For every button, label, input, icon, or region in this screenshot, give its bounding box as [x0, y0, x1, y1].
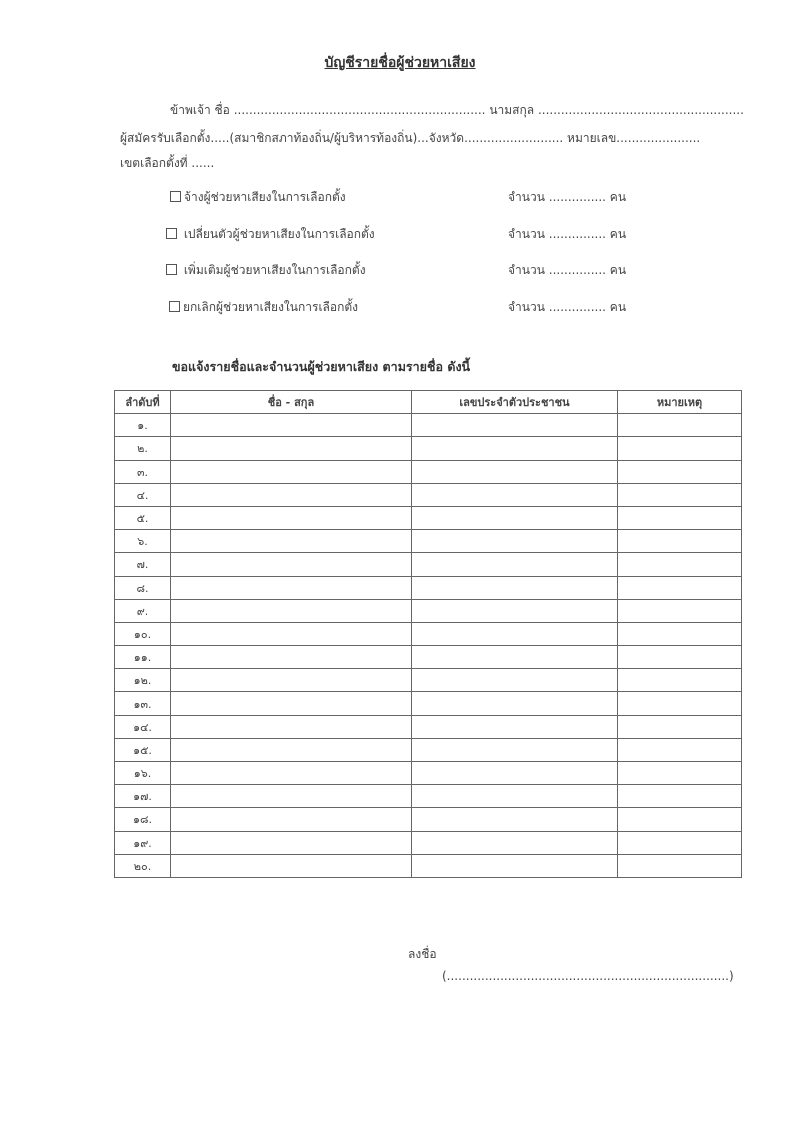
id-number-cell[interactable] [412, 553, 618, 576]
table-row [115, 437, 742, 460]
signature-label: ลงชื่อ [408, 947, 437, 961]
row-number: ๑. [115, 414, 171, 437]
remarks-cell[interactable] [618, 483, 742, 506]
table-header-row [115, 391, 742, 414]
name-cell[interactable] [171, 553, 412, 576]
option-replace-quantity: จำนวน ............... คน [508, 227, 627, 241]
name-cell[interactable] [171, 738, 412, 761]
id-number-cell[interactable] [412, 622, 618, 645]
id-number-cell[interactable] [412, 715, 618, 738]
id-number-cell[interactable] [412, 831, 618, 854]
applicant-name-line [170, 101, 744, 120]
id-number-cell[interactable] [412, 437, 618, 460]
name-cell[interactable] [171, 530, 412, 553]
table-row [115, 646, 742, 669]
remarks-cell[interactable] [618, 437, 742, 460]
row-number: ๑๕. [115, 738, 171, 761]
table-row [115, 506, 742, 529]
table-row [115, 808, 742, 831]
table-row [115, 622, 742, 645]
remarks-cell[interactable] [618, 854, 742, 877]
list-subheading: ขอแจ้งรายชื่อและจำนวนผู้ช่วยหาเสียง ตามรายชื่อ ดังนี้ [172, 359, 471, 374]
constituency-line: เขตเลือกตั้งที่ ...... [120, 156, 215, 170]
remarks-cell[interactable] [618, 738, 742, 761]
table-row [115, 762, 742, 785]
option-label: เปลี่ยนตัวผู้ช่วยหาเสียงในการเลือกตั้ง [183, 227, 375, 241]
col-header-id-number: เลขประจำตัวประชาชน [412, 391, 618, 414]
table-row [115, 831, 742, 854]
option-hire[interactable] [170, 188, 346, 207]
table-row [115, 669, 742, 692]
id-number-cell[interactable] [412, 785, 618, 808]
name-cell[interactable] [171, 576, 412, 599]
row-number: ๘. [115, 576, 171, 599]
option-label: จ้างผู้ช่วยหาเสียงในการเลือกตั้ง [184, 190, 346, 204]
option-cancel-quantity: จำนวน ............... คน [508, 300, 627, 314]
id-number-cell[interactable] [412, 808, 618, 831]
remarks-cell[interactable] [618, 553, 742, 576]
option-label: ยกเลิกผู้ช่วยหาเสียงในการเลือกตั้ง [183, 300, 359, 314]
row-number: ๙. [115, 599, 171, 622]
name-cell[interactable] [171, 762, 412, 785]
name-cell[interactable] [171, 622, 412, 645]
candidate-info-line: ผู้สมัครรับเลือกตั้ง.....(สมาชิกสภาท้องถิ่น/ผู้บริหารท้องถิ่น)...จังหวัด.......................... หมายเลข...................... [120, 131, 701, 145]
table-row [115, 530, 742, 553]
row-number: ๗. [115, 553, 171, 576]
table-row [115, 576, 742, 599]
remarks-cell[interactable] [618, 530, 742, 553]
option-add-quantity: จำนวน ............... คน [508, 263, 627, 277]
table-row [115, 785, 742, 808]
row-number: ๑๒. [115, 669, 171, 692]
option-label: เพิ่มเติมผู้ช่วยหาเสียงในการเลือกตั้ง [183, 263, 366, 277]
option-add[interactable] [166, 261, 366, 280]
option-replace[interactable] [166, 225, 375, 244]
remarks-cell[interactable] [618, 831, 742, 854]
col-header-remarks: หมายเหตุ [618, 391, 742, 414]
table-row [115, 553, 742, 576]
row-number: ๑๑. [115, 646, 171, 669]
remarks-cell[interactable] [618, 646, 742, 669]
name-cell[interactable] [171, 506, 412, 529]
table-body [115, 414, 742, 878]
remarks-cell[interactable] [618, 669, 742, 692]
id-number-cell[interactable] [412, 692, 618, 715]
remarks-cell[interactable] [618, 762, 742, 785]
checkbox[interactable] [166, 264, 177, 275]
remarks-cell[interactable] [618, 414, 742, 437]
name-cell[interactable] [171, 831, 412, 854]
quantity-field[interactable]: ............... [548, 300, 606, 314]
id-number-cell[interactable] [412, 460, 618, 483]
row-number: ๑๙. [115, 831, 171, 854]
remarks-cell[interactable] [618, 576, 742, 599]
remarks-cell[interactable] [618, 599, 742, 622]
name-cell[interactable] [171, 483, 412, 506]
remarks-cell[interactable] [618, 785, 742, 808]
name-label: ข้าพเจ้า ชื่อ [170, 103, 230, 117]
col-header-order: ลำดับที่ [115, 391, 171, 414]
table-row [115, 483, 742, 506]
name-cell[interactable] [171, 414, 412, 437]
id-number-cell[interactable] [412, 669, 618, 692]
row-number: ๑๔. [115, 715, 171, 738]
id-number-cell[interactable] [412, 738, 618, 761]
name-cell[interactable] [171, 854, 412, 877]
row-number: ๑๖. [115, 762, 171, 785]
row-number: ๑๓. [115, 692, 171, 715]
row-number: ๓. [115, 460, 171, 483]
id-number-cell[interactable] [412, 530, 618, 553]
name-cell[interactable] [171, 646, 412, 669]
id-number-cell[interactable] [412, 854, 618, 877]
row-number: ๒. [115, 437, 171, 460]
remarks-cell[interactable] [618, 808, 742, 831]
checkbox[interactable] [166, 228, 177, 239]
remarks-cell[interactable] [618, 460, 742, 483]
helpers-table [114, 390, 742, 878]
table-row [115, 854, 742, 877]
option-hire-quantity: จำนวน ............... คน [508, 190, 627, 204]
name-cell[interactable] [171, 785, 412, 808]
name-cell[interactable] [171, 808, 412, 831]
table-row [115, 738, 742, 761]
table-row [115, 692, 742, 715]
signature-name-field[interactable]: (..........................................................................) [442, 969, 734, 983]
surname-label: นามสกุล [489, 103, 535, 117]
id-number-cell[interactable] [412, 599, 618, 622]
table-row [115, 715, 742, 738]
name-cell[interactable] [171, 437, 412, 460]
id-number-cell[interactable] [412, 646, 618, 669]
remarks-cell[interactable] [618, 622, 742, 645]
row-number: ๕. [115, 506, 171, 529]
row-number: ๒๐. [115, 854, 171, 877]
table-row [115, 460, 742, 483]
name-cell[interactable] [171, 460, 412, 483]
row-number: ๑๘. [115, 808, 171, 831]
id-number-cell[interactable] [412, 483, 618, 506]
id-number-cell[interactable] [412, 414, 618, 437]
quantity-field[interactable]: ............... [548, 190, 606, 204]
row-number: ๔. [115, 483, 171, 506]
surname-field[interactable]: ...................................................... [537, 103, 744, 117]
row-number: ๑๗. [115, 785, 171, 808]
remarks-cell[interactable] [618, 506, 742, 529]
document-title: บัญชีรายชื่อผู้ช่วยหาเสียง [324, 55, 476, 71]
name-cell[interactable] [171, 599, 412, 622]
table-row [115, 414, 742, 437]
quantity-field[interactable]: ............... [548, 227, 606, 241]
name-field[interactable]: .................................................................. [233, 103, 486, 117]
checkbox[interactable] [170, 191, 181, 202]
remarks-cell[interactable] [618, 715, 742, 738]
row-number: ๑๐. [115, 622, 171, 645]
id-number-cell[interactable] [412, 576, 618, 599]
quantity-field[interactable]: ............... [548, 263, 606, 277]
id-number-cell[interactable] [412, 506, 618, 529]
remarks-cell[interactable] [618, 692, 742, 715]
name-cell[interactable] [171, 715, 412, 738]
checkbox[interactable] [169, 301, 180, 312]
table-row [115, 599, 742, 622]
name-cell[interactable] [171, 692, 412, 715]
row-number: ๖. [115, 530, 171, 553]
col-header-name: ชื่อ - สกุล [171, 391, 412, 414]
option-cancel[interactable] [169, 298, 358, 317]
id-number-cell[interactable] [412, 762, 618, 785]
name-cell[interactable] [171, 669, 412, 692]
